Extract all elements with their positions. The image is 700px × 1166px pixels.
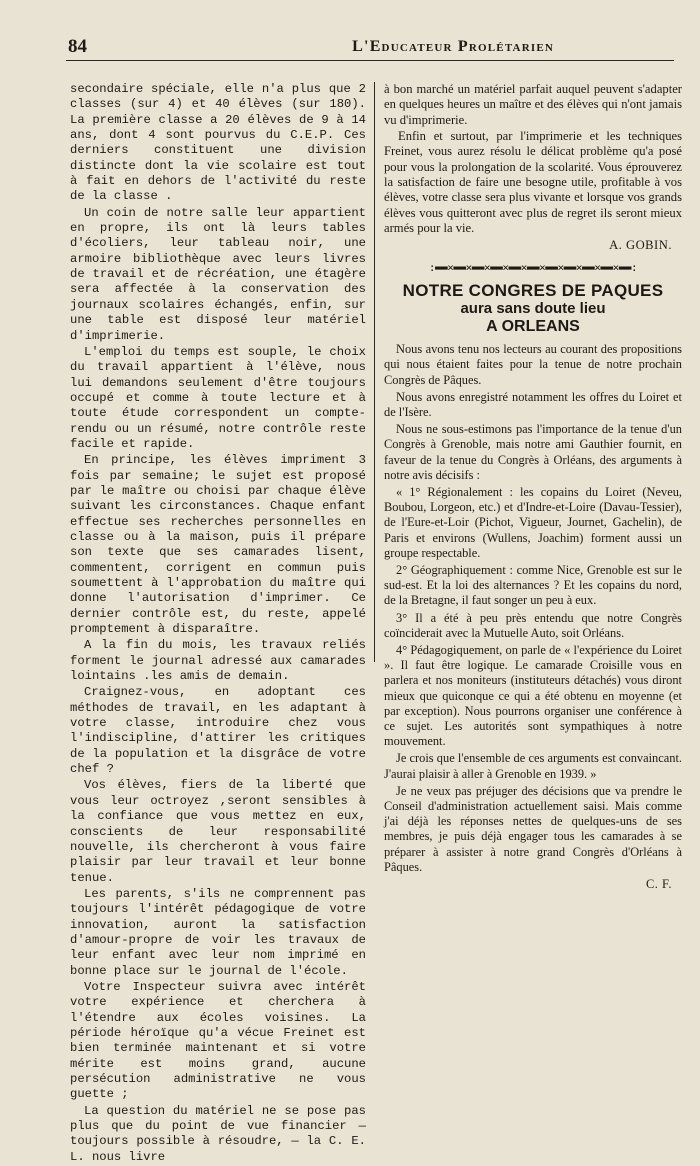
- article-title: NOTRE CONGRES DE PAQUES: [402, 281, 664, 301]
- article-subtitle: aura sans doute lieu: [460, 300, 606, 318]
- left-paragraph: Un coin de notre salle leur appartient en propre, ils ont là leurs tables d'écoliers, leur tableau noir, une armoire bibliothèque avec leurs livres de travail et de récréation, une étagère sera affectée à la conservation des journaux scolaires échangés, enfin, sur une table est disposé leur matériel d'imprimerie.: [70, 205, 366, 343]
- left-paragraph: Vos élèves, fiers de la liberté que vous leur octroyez ,seront sensibles à la confiance que vous mettez en eux, conscients de leur responsabilité nouvelle, ils chercheront à vous faire plaisir par leur travail et leur bonne tenue.: [70, 778, 366, 885]
- article-paragraph: « 1° Régionalement : les copains du Loiret (Neveu, Boubou, Lorgeon, etc.) et d'Indre-et-Loire (Davau-Tessier), de l'Eure-et-Loir (Pichot, Vigueur, Journet, Gachelin), de Paris et environs (Wullens, Joachim) forment aussi un groupe respectable.: [384, 484, 682, 560]
- article-paragraph: 4° Pédagogiquement, on parle de « l'expérience du Loiret ». Il faut être logique. Le camarade Croisille vous en parlera et nos moniteurs (instituteurs détachés) vous diront mieux que quiconque ce qui a été obtenu en moyenne (et par exception). Nous pourrons organiser une conférence à ce sujet. Les autorités sont sympathiques à notre mouvement.: [384, 643, 682, 749]
- article-paragraph: 3° Il a été à peu près entendu que notre Congrès coïnciderait avec la Mutuelle Auto, soit Orléans.: [384, 610, 682, 640]
- right-column: [384, 82, 682, 898]
- right-paragraph: à bon marché un matériel parfait auquel peuvent s'adapter en quelques heures un maître et des élèves qui n'ont jamais vu d'imprimerie.: [384, 82, 682, 127]
- left-paragraph: A la fin du mois, les travaux reliés forment le journal adressé aux camarades lointains .les amis de demain.: [70, 638, 366, 684]
- article-paragraph: Je ne veux pas préjuger des décisions que va prendre le Conseil d'administration actuellement saisi. Mais comme j'ai déjà les réponses nettes de quelques-uns de ses membres, je puis déjà engager tous les camarades à se préparer à assister à notre grand Congrès d'Orléans à Pâques.: [384, 783, 682, 874]
- ornamental-divider: :▬▬×▬▬×▬▬×▬▬×▬▬×▬▬×▬▬×▬▬×▬▬×▬▬×▬▬:: [428, 260, 638, 274]
- left-paragraph: La question du matériel ne se pose pas plus que du point de vue financier — toujours possible à résoudre, — la C. E. L. nous livre: [70, 1103, 366, 1164]
- right-paragraph: Enfin et surtout, par l'imprimerie et les techniques Freinet, vous aurez résolu le délicat problème qu'a posé pour vous la prolongation de la scolarité. Vous éprouverez la satisfaction de faire une besogne utile, profitable à vos élèves, votre classe sera plus vivante et lorsque vos grands élèves vous quitteront avec plus de regret ils seront mieux armés pour la vie.: [384, 129, 682, 236]
- article-paragraph: Je crois que l'ensemble de ces arguments est convaincant. J'aurai plaisir à aller à Grenoble en 1939. »: [384, 751, 682, 781]
- article-paragraph: Nous avons enregistré notamment les offres du Loiret et de l'Isère.: [384, 389, 682, 419]
- article-body: [384, 342, 682, 892]
- column-divider: [374, 82, 375, 662]
- running-title: L'Educateur Prolétarien: [352, 38, 554, 55]
- left-paragraph: Votre Inspecteur suivra avec intérêt votre expérience et cherchera à l'étendre aux écoles voisines. La période héroïque qu'a vécue Freinet est bien terminée maintenant et si votre mérite est moins grand, aucune persécution administrative ne vous guette ;: [70, 979, 366, 1102]
- article-signature: C. F.: [646, 877, 672, 892]
- page-header: [66, 34, 674, 61]
- article-paragraph: 2° Géographiquement : comme Nice, Grenoble est sur le sud-est. Et la loi des alternances ? Et les copains du nord, de la Bretagne, il faut songer un peu à eux.: [384, 563, 682, 608]
- article-paragraph: Nous ne sous-estimons pas l'importance de la tenue d'un Congrès à Grenoble, mais notre ami Gauthier fournit, en faveur de la tenue du Congrès à Orléans, des arguments à notre avis décisifs :: [384, 422, 682, 482]
- page-number: 84: [68, 36, 87, 57]
- article-paragraph: Nous avons tenu nos lecteurs au courant des propositions qui nous étaient faites pour la tenue de notre prochain Congrès de Pâques.: [384, 342, 682, 387]
- left-paragraph: Les parents, s'ils ne comprennent pas toujours l'intérêt pédagogique de votre innovation, auront la satisfaction d'amour-propre de voir les travaux de leur enfant avec leur nom imprimé en bonne place sur le journal de l'école.: [70, 886, 366, 978]
- article-title-location: A ORLEANS: [486, 317, 580, 335]
- author-signature: A. GOBIN.: [609, 238, 672, 253]
- left-paragraph: L'emploi du temps est souple, le choix du travail appartient à l'élève, nous lui demandons seulement d'être toujours occupé et comme à toute lecture et à toute étude correspondent un compte-rendu ou un résumé, notre contrôle reste facile et rapide.: [70, 344, 366, 451]
- left-column: [70, 82, 366, 1166]
- left-paragraph: En principe, les élèves impriment 3 fois par semaine; le sujet est proposé par le maître ou choisi par chaque élève suivant les circonstances. Chaque enfant effectue ses recherches personnelles en classe ou à la maison, puis il prépare son texte que ses camarades lisent, commentent, corrigent en commun puis soumettent à l'approbation du maître qui donne l'autorisation d'imprimer. Ce dernier contrôle est, du reste, appelé promptement à disparaître.: [70, 453, 366, 637]
- left-paragraph: Craignez-vous, en adoptant ces méthodes de travail, en les adaptant à votre classe, introduire chez vous l'indiscipline, d'attirer les critiques de la population et la disgrâce de votre chef ?: [70, 685, 366, 777]
- left-paragraph: secondaire spéciale, elle n'a plus que 2 classes (sur 4) et 40 élèves (sur 180). La première classe a 20 élèves de 9 à 14 ans, dont 4 sont pourvus du C.E.P. Ces derniers constituent une division distincte dont la vie scolaire est tout à fait en dehors de l'activité du reste de la classe .: [70, 82, 366, 204]
